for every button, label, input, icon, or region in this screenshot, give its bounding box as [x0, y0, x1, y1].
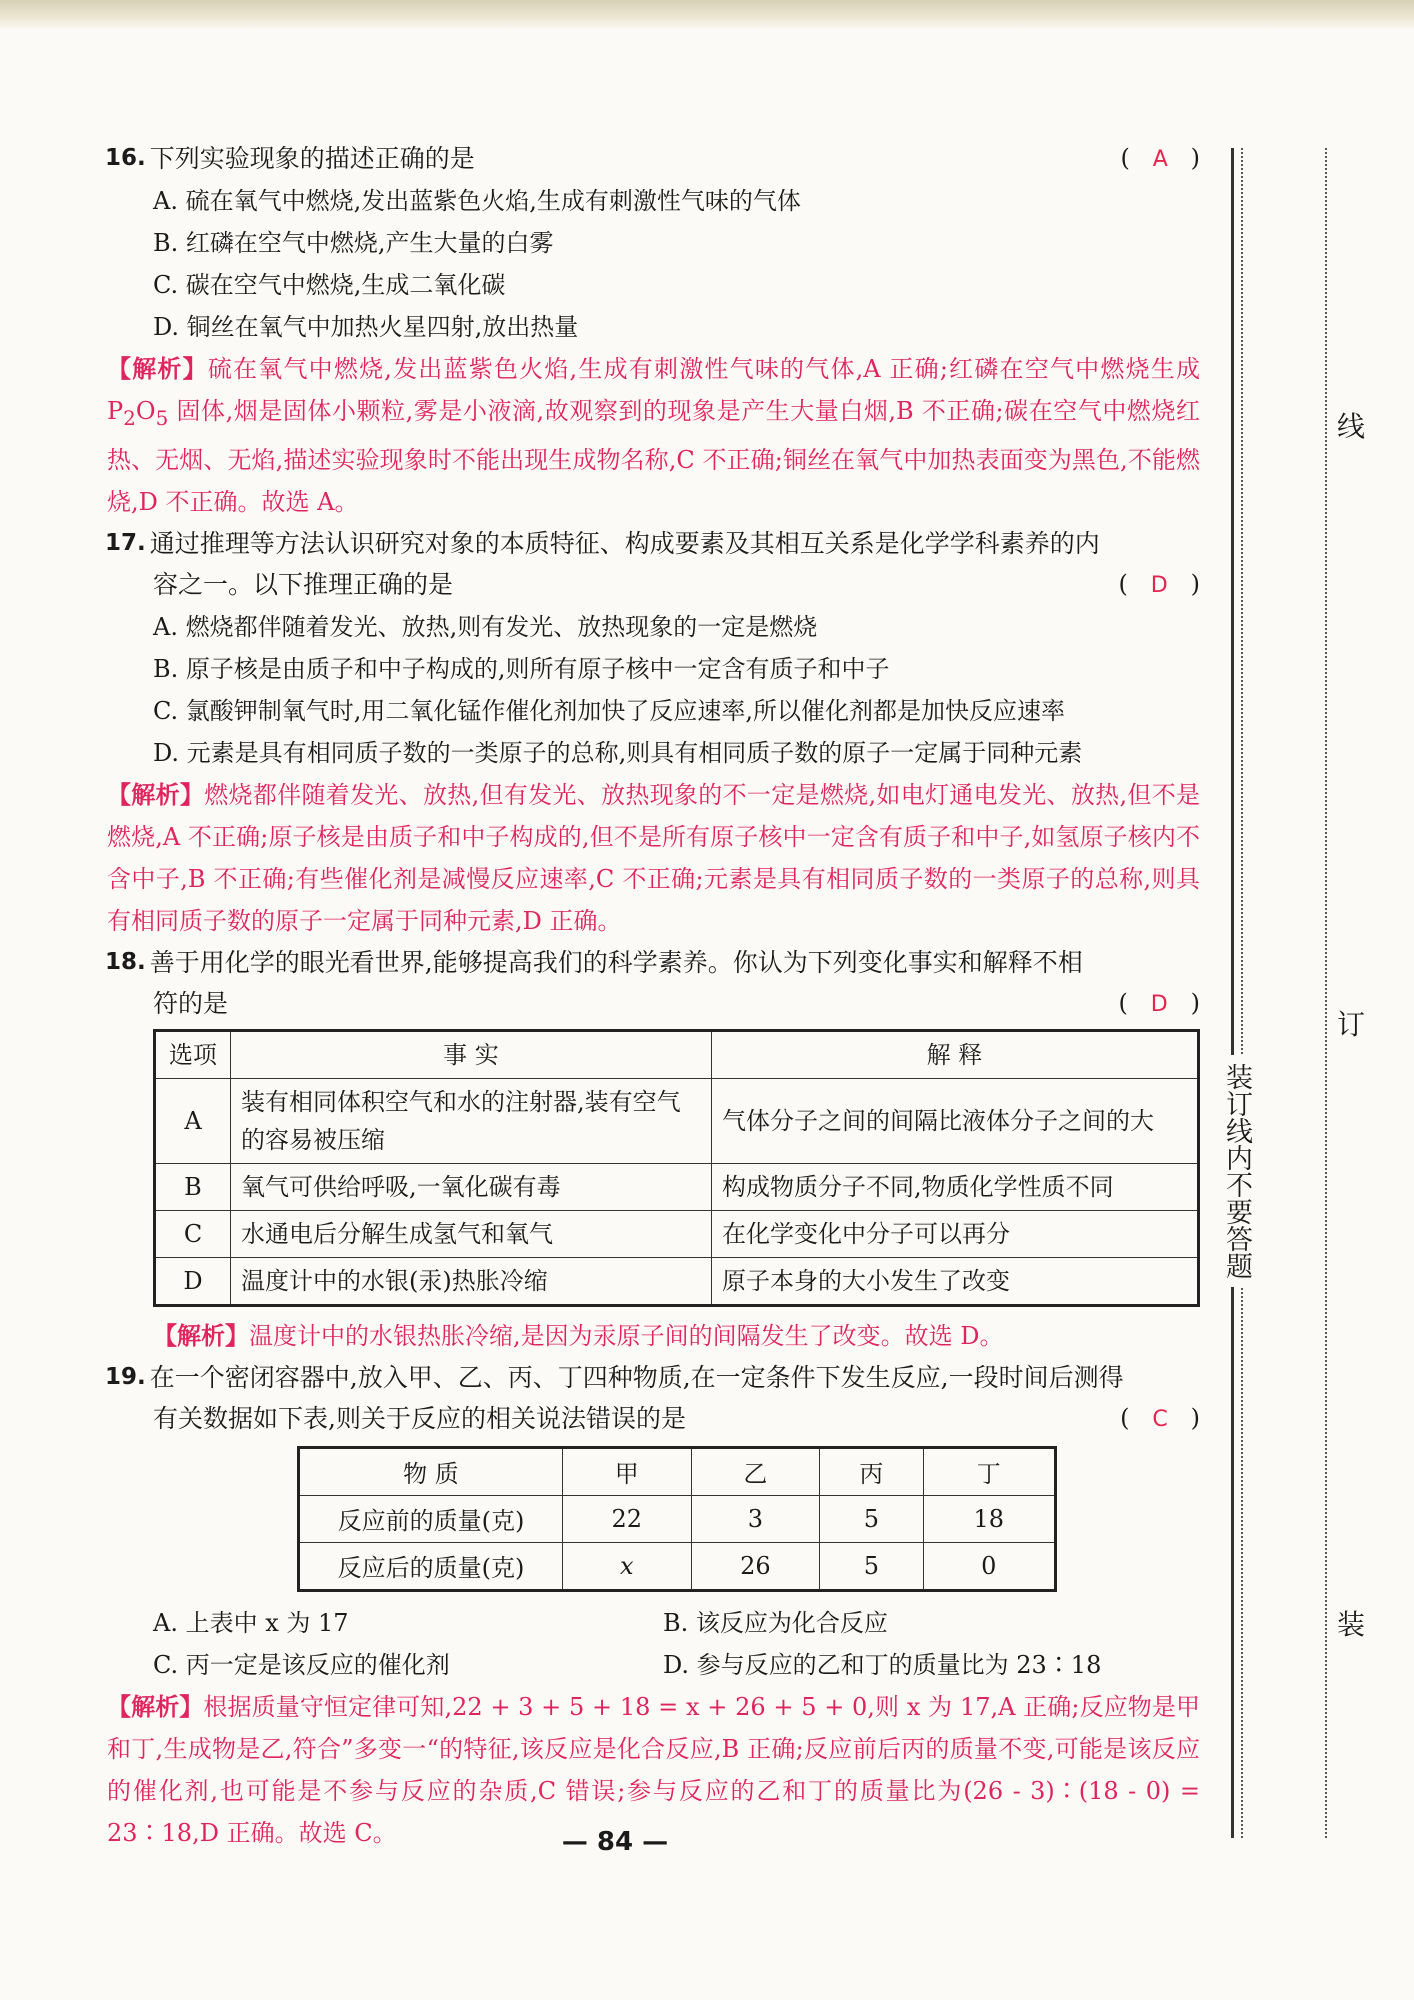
option-c: C. 丙一定是该反应的催化剂 — [153, 1650, 450, 1679]
option-c: C. 碳在空气中燃烧,生成二氧化碳 — [153, 271, 506, 299]
table-header: 乙 — [691, 1447, 820, 1495]
table-header: 丙 — [820, 1447, 923, 1495]
answer-bracket: ( A ) — [1120, 144, 1200, 172]
option-a: A. 上表中 x 为 17 — [153, 1608, 349, 1637]
options-grid — [105, 1602, 1200, 1686]
explanation — [105, 1315, 1200, 1357]
explanation-tag: 【解析】 — [107, 780, 205, 809]
explanation-tag: 【解析】 — [153, 1321, 249, 1350]
question-stem: 下列实验现象的描述正确的是 — [149, 144, 475, 173]
table-cell: B — [155, 1163, 231, 1210]
table-cell: D — [155, 1257, 231, 1305]
page-number: — 84 — — [561, 1827, 669, 1857]
table-header: 甲 — [563, 1447, 692, 1495]
table-cell: 5 — [820, 1542, 923, 1590]
mass-data-table — [297, 1446, 1057, 1592]
table-cell: x — [563, 1542, 692, 1590]
option-b: B. 原子核是由质子和中子构成的,则所有原子核中一定含有质子和中子 — [153, 654, 890, 683]
table-cell: 装有相同体积空气和水的注射器,装有空气的容易被压缩 — [231, 1078, 712, 1163]
explanation — [105, 774, 1200, 942]
table-header: 物 质 — [299, 1447, 563, 1495]
answer-bracket: ( C ) — [1120, 1403, 1200, 1432]
table-cell: 18 — [923, 1495, 1055, 1542]
answer-letter: C — [1152, 1406, 1168, 1432]
table-cell: 原子本身的大小发生了改变 — [712, 1257, 1199, 1305]
explanation-text: 硫在氧气中燃烧,发出蓝紫色火焰,生成有刺激性气味的气体,A 正确;红磷在空气中燃烧生成 P — [107, 355, 1200, 425]
explanation-text: 温度计中的水银热胀冷缩,是因为汞原子间的间隔发生了改变。故选 D。 — [249, 1321, 1004, 1350]
question-stem: 善于用化学的眼光看世界,能够提高我们的科学素养。你认为下列变化事实和解释不相 — [149, 947, 1083, 977]
binding-note: 装订线内不要答题 — [1225, 1055, 1253, 1287]
table-cell: 温度计中的水银(汞)热胀冷缩 — [231, 1257, 712, 1305]
page-content — [105, 138, 1200, 1854]
table-cell: 26 — [691, 1542, 820, 1590]
answer-letter: D — [1150, 572, 1168, 598]
table-cell: 在化学变化中分子可以再分 — [712, 1210, 1199, 1257]
question-17 — [105, 523, 1200, 942]
explanation-tag: 【解析】 — [107, 355, 208, 383]
question-number: 19. — [105, 1363, 146, 1390]
binding-margin — [1221, 148, 1366, 1838]
option-a: A. 燃烧都伴随着发光、放热,则有发光、放热现象的一定是燃烧 — [153, 612, 818, 641]
page-top-edge — [0, 0, 1414, 30]
table-cell: 22 — [563, 1495, 692, 1542]
answer-letter: D — [1150, 991, 1168, 1017]
question-number: 16. — [105, 145, 146, 171]
table-header-row — [299, 1447, 1056, 1495]
answer-bracket: ( D ) — [1118, 569, 1200, 598]
question-stem-continued: 容之一。以下推理正确的是 — [153, 569, 454, 599]
option-b: B. 该反应为化合反应 — [663, 1608, 888, 1637]
subscript: 2 — [123, 405, 136, 430]
question-19 — [105, 1357, 1200, 1854]
table-cell: 5 — [820, 1495, 923, 1542]
explanation-text: 根据质量守恒定律可知,22 + 3 + 5 + 18 = x + 26 + 5 + 0,则 x 为 17,A 正确;反应物是甲和丁,生成物是乙,符合”多变一“的特征,该反应是化合反应,B 正确;反应前后丙的质量不变,可能是该反应的催化剂,也可能是不参与反应的杂质,C 错误;参与反应的乙和丁的质量比为(26 - 3)∶(18 - 0) = 23∶18,D 正确。故选 C。 — [107, 1692, 1201, 1847]
table-cell: 氧气可供给呼吸,一氧化碳有毒 — [231, 1163, 712, 1210]
option-c: C. 氯酸钾制氧气时,用二氧化锰作催化剂加快了反应速率,所以催化剂都是加快反应速率 — [153, 696, 1066, 725]
question-stem: 在一个密闭容器中,放入甲、乙、丙、丁四种物质,在一定条件下发生反应,一段时间后测得 — [149, 1362, 1124, 1392]
table-header: 事 实 — [231, 1030, 712, 1078]
table-cell: 0 — [923, 1542, 1055, 1590]
explanation — [105, 348, 1200, 523]
table-header-row — [155, 1030, 1199, 1078]
option-d: D. 参与反应的乙和丁的质量比为 23∶18 — [663, 1650, 1102, 1679]
option-d: D. 元素是具有相同质子数的一类原子的总称,则具有相同质子数的原子一定属于同种元素 — [153, 738, 1083, 767]
table-header: 丁 — [923, 1447, 1055, 1495]
table-cell: C — [155, 1210, 231, 1257]
binding-solid-line — [1231, 148, 1234, 1838]
question-number: 17. — [105, 529, 146, 556]
question-number: 18. — [105, 948, 146, 975]
explanation-text: 燃烧都伴随着发光、放热,但有发光、放热现象的不一定是燃烧,如电灯通电发光、放热,但不是燃烧,A 不正确;原子核是由质子和中子构成的,但不是所有原子核中一定含有质子和中子,如氢原子核内不含中子,B 不正确;有些催化剂是减慢反应速率,C 不正确;元素是具有相同质子数的一类原子的总称,则具有相同质子数的原子一定属于同种元素,D 正确。 — [107, 780, 1201, 935]
binding-label-bind: 装 — [1337, 1608, 1366, 1641]
question-stem: 通过推理等方法认识研究对象的本质特征、构成要素及其相互关系是化学学科素养的内 — [149, 528, 1100, 558]
table-header: 选项 — [155, 1030, 231, 1078]
question-18 — [105, 942, 1200, 1357]
table-cell: 构成物质分子不同,物质化学性质不同 — [712, 1163, 1199, 1210]
table-row — [155, 1210, 1199, 1257]
binding-label-line: 线 — [1337, 410, 1366, 443]
table-row — [155, 1078, 1199, 1163]
question-stem-continued: 符的是 — [153, 988, 229, 1018]
explanation-text: 固体,烟是固体小颗粒,雾是小液滴,故观察到的现象是产生大量白烟,B 不正确;碳在空气中燃烧红热、无烟、无焰,描述实验现象时不能出现生成物名称,C 不正确;铜丝在氧气中加热表面变为黑色,不能燃烧,D 不正确。故选 A。 — [107, 397, 1200, 516]
question-16 — [105, 138, 1200, 523]
table-row — [299, 1495, 1056, 1542]
table-header: 解 释 — [712, 1030, 1199, 1078]
subscript: 5 — [155, 405, 169, 430]
table-row — [299, 1542, 1056, 1590]
binding-dotted-line-outer — [1325, 148, 1327, 1838]
fact-explanation-table — [153, 1029, 1200, 1307]
table-row — [155, 1257, 1199, 1305]
table-cell: 气体分子之间的间隔比液体分子之间的大 — [712, 1078, 1199, 1163]
binding-dotted-line — [1241, 148, 1243, 1838]
option-b: B. 红磷在空气中燃烧,产生大量的白雾 — [153, 229, 554, 257]
table-cell: 3 — [691, 1495, 820, 1542]
explanation-tag: 【解析】 — [107, 1692, 204, 1721]
question-stem-continued: 有关数据如下表,则关于反应的相关说法错误的是 — [153, 1403, 686, 1433]
table-cell: 反应前的质量(克) — [299, 1495, 563, 1542]
table-cell: A — [155, 1078, 231, 1163]
explanation-text: O — [135, 397, 156, 425]
answer-bracket: ( D ) — [1118, 988, 1200, 1017]
table-row — [155, 1163, 1199, 1210]
answer-letter: A — [1152, 147, 1168, 172]
option-a: A. 硫在氧气中燃烧,发出蓝紫色火焰,生成有刺激性气味的气体 — [153, 187, 801, 215]
binding-label-staple: 订 — [1337, 1008, 1366, 1041]
table-cell: 水通电后分解生成氢气和氧气 — [231, 1210, 712, 1257]
table-cell: 反应后的质量(克) — [299, 1542, 563, 1590]
option-d: D. 铜丝在氧气中加热火星四射,放出热量 — [153, 313, 579, 341]
